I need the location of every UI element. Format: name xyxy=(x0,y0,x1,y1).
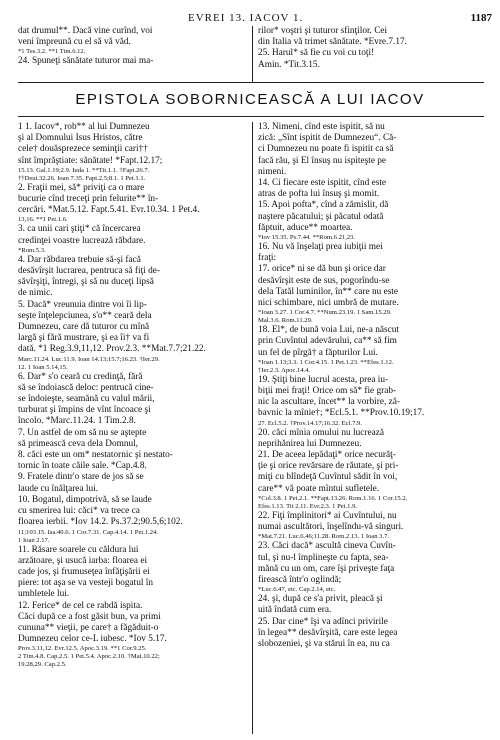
text-line: 17. orice* ni se dă bun şi orice dar xyxy=(258,264,386,275)
text-line: sînt împrăştiate: sănătate! *Fapt.12.17; xyxy=(18,155,163,166)
text-line: 12. Ferice* de cel ce rabdă ispita. xyxy=(18,600,143,611)
text-line: naştere păcatului; şi păcatul odată xyxy=(258,211,384,222)
text-line: credinţei voastre lucrează răbdare. xyxy=(18,235,146,246)
text-line: şi al Domnului Isus Hristos, către xyxy=(18,133,143,144)
cross-reference-line: *Iov 15.35. Ps.7.44. **Rom.6.21,23. xyxy=(258,234,356,242)
text-line: 13. Nimeni, cînd este ispitit, să nu xyxy=(258,122,385,132)
text-line: Amin. *Tit.3.15. xyxy=(258,59,320,70)
epistle-title: EPISTOLA SOBORNICEASCĂ A LUI IACOV xyxy=(75,91,425,108)
text-line: desăvîrşit lucrarea, pentruca să fiţi de- xyxy=(18,266,160,277)
cross-reference-line: 11;103.15. Isa.40.6. 1 Cor.7.31. Cap.4.14. 1 Pet.1.24. xyxy=(18,528,159,536)
cross-reference-line: *Ioan 3.27. 1 Cor.4.7. **Num.23.19. 1 Sam.15.29. xyxy=(258,309,392,317)
text-line: 10. Bogatul, dimpotrivă, să se laude xyxy=(18,494,152,505)
text-line: nic la ascultare, încet** la vorbire, ză- xyxy=(258,397,400,408)
text-line: încolo. *Marc.11.24. 1 Tim.2.8. xyxy=(18,416,136,427)
text-line: în legea** desăvîrşită, care este legea xyxy=(258,627,398,638)
column-divider-top xyxy=(252,26,253,82)
text-line: tul, şi nu-l împlineşte cu fapta, sea- xyxy=(258,552,389,563)
text-line: slobozeniei, şi va stărui în ea, nu ca xyxy=(258,638,390,649)
cross-reference-line: 15.13. Gal.1.19;2.9. Iuda 1. **Tit.1.1. †Fapt.26.7. xyxy=(18,166,150,174)
text-line: turburat şi împins de vînt încoace şi xyxy=(18,405,151,416)
text-line: biţii mei fraţi! Orice om să* fie grab- xyxy=(258,386,397,397)
text-line: Căci după ce a fost găsit bun, va primi xyxy=(18,611,161,622)
text-line: 21. De aceea lepădaţi* orice necurăţ- xyxy=(258,450,396,461)
text-line: 25. Harul* să fie cu voi cu toţi! xyxy=(258,48,375,59)
hebrews-ending-right xyxy=(258,26,486,71)
text-line: 9. Fratele dintr'o stare de jos să se xyxy=(18,472,144,483)
text-line: 2. Fraţii mei, să* priviţi ca o mare xyxy=(18,182,145,193)
text-line: să se îndoiască deloc: pentrucă cine- xyxy=(18,382,154,393)
text-line: Dumnezeu, care dă tuturor cu mînă xyxy=(18,322,150,333)
text-line: dela Tatăl luminilor, în** care nu este xyxy=(258,286,399,297)
cross-reference-line: 19.28,29. Cap.2.5. xyxy=(18,661,67,669)
text-line: se îndoieşte, seamănă cu valul mării, xyxy=(18,394,155,405)
running-header xyxy=(0,12,500,26)
text-line: desăvîrşit este de sus, pogorîndu-se xyxy=(258,275,390,286)
text-line: laude cu înălţarea lui. xyxy=(18,483,99,494)
cross-reference-line: Prov.3.11,12. Evr.12.5. Apoc.3.19. **1 Cor.9.25. xyxy=(18,645,147,653)
text-line: săvîrşiţi, întregi, şi să nu duceţi lipsă xyxy=(18,277,154,288)
text-line: 3. ca unii cari ştiţi* că încercarea xyxy=(18,224,141,235)
cross-reference-line: *Ioan 1.13;3.3. 1 Cor.4.15. 1 Pet.1.23. **Efes.1.12. xyxy=(258,358,394,366)
text-line: cu smerirea lui: căci* va trece ca xyxy=(18,506,140,517)
column-divider-main xyxy=(252,122,253,734)
cross-reference-line: *Mat.7.21. Luc.6.46;11.28. Rom.2.13. 1 Ioan 3.7. xyxy=(258,533,390,541)
text-line: neprihănirea lui Dumnezeu. xyxy=(258,438,362,449)
text-line: zică: „Sînt ispitit de Dumnezeu“. Că- xyxy=(258,133,397,144)
title-rule-top xyxy=(18,82,484,83)
text-line: 4. Dar răbdarea trebuie să-şi facă xyxy=(18,254,141,265)
text-line: rilor* voştri şi tuturor sfinţilor. Cei xyxy=(258,26,388,36)
cross-reference-line: 12. 1 Ioan 5.14,15. xyxy=(18,363,68,371)
cross-reference-line: Efes.1.13. Tit 2.11. Evr.2.3. 1 Pet.1.9. xyxy=(258,502,358,510)
cross-reference-line: *1 Tes.3.2. **1 Tim.6.12. xyxy=(18,48,86,56)
cross-reference-line: Marc.11.24. Luc.11.9. Ioan 14.13;15.7;16.23. †Ier.29. xyxy=(18,355,160,363)
text-line: 22. Fiţi împlinitori* ai Cuvîntului, nu xyxy=(258,510,397,521)
text-line: seşte înţelepciunea, s'o** ceară dela xyxy=(18,310,152,321)
cross-reference-line: 2 Tim.4.8. Cap.2.5. 1 Pet.5.4. Apoc.2.10. †Mat.10.22; xyxy=(18,653,160,661)
text-line: un fel de pîrgă† a făpturilor Lui. xyxy=(258,347,378,358)
text-line: firească într'o oglindă; xyxy=(258,574,342,585)
text-line: Dumnezeu celor ce-L iubesc. *Iov 5.17. xyxy=(18,634,167,645)
text-line: tornic în toate căile sale. *Cap.4.8. xyxy=(18,461,147,472)
text-line: piere: tot aşa se va vesteji bogatul în xyxy=(18,578,154,589)
text-line: 19. Ştiţi bine lucrul acesta, prea iu- xyxy=(258,374,389,385)
cross-reference-line: †Ier.2.3. Apoc.14.4. xyxy=(258,366,311,374)
text-line: 8. căci este un om* nestatornic şi nestato- xyxy=(18,450,173,461)
text-line: să primească ceva dela Domnul, xyxy=(18,438,139,449)
text-line: 16. Nu vă înşelaţi prea iubiţii mei xyxy=(258,242,383,253)
text-line: atras de pofta lui însuş şi momit. xyxy=(258,189,380,200)
text-line: umbletele lui. xyxy=(18,589,70,600)
text-line: din Italia vă trimet sănătate. *Evre.7.17. xyxy=(258,37,407,48)
cross-reference-line: Mal.3.6. Rom.11.29. xyxy=(258,317,313,325)
cross-reference-line: 13,16. **1 Pet.1.6. xyxy=(18,216,68,224)
text-line: 14. Ci fiecare este ispitit, cînd este xyxy=(258,178,387,189)
cross-reference-line: 27. Ecl.5.2. †Prov.14.17;16.32. Ecl.7.9. xyxy=(258,419,362,427)
text-line: făptuit, aduce** moartea. xyxy=(258,222,353,233)
hebrews-ending-left xyxy=(18,26,248,68)
text-line: 7. Un astfel de om să nu se aştepte xyxy=(18,427,147,438)
text-line: 24. şi, după ce s'a privit, pleacă şi xyxy=(258,594,383,605)
text-line: care** vă poate mîntui sufletele. xyxy=(258,483,380,494)
text-line: 11. Răsare soarele cu căldura lui xyxy=(18,544,139,555)
text-line: de nimic. xyxy=(18,288,53,299)
text-line: prin Cuvîntul adevărului, ca** să fim xyxy=(258,336,397,347)
text-line: bavnic la mînie†; *Ecl.5.1. **Prov.10.19;17. xyxy=(258,408,425,419)
text-line: cele† douăsprezece seminţii cari†† xyxy=(18,144,148,155)
text-line: ţie şi orice revărsare de răutate, şi pri- xyxy=(258,461,399,472)
cross-reference-line: ††Deut.32.26. Ioan 7.35. Fapt.2.5;8.1. 1 Pet.1.1. xyxy=(18,174,146,182)
text-line: miţi cu blîndeţă Cuvîntul sădit în voi, xyxy=(258,472,398,483)
text-line: facă rău, şi El însuş nu ispiteşte pe xyxy=(258,155,387,166)
text-line: cade jos, şi frumuseţea înfăţişării ei xyxy=(18,566,150,577)
cross-reference-line: *Rom.5.3. xyxy=(18,246,46,254)
text-line: fraţi: xyxy=(258,253,277,264)
james-left-column xyxy=(18,122,248,669)
text-line: cununa** vieţii, pe care† a făgăduit-o xyxy=(18,622,159,633)
text-line: arzătoare, şi usucă iarba: floarea ei xyxy=(18,555,148,566)
text-line: dat drumul**. Dacă vine curînd, voi xyxy=(18,26,153,36)
running-title: EVREI 13. IACOV 1. xyxy=(188,12,304,24)
page-number: 1187 xyxy=(470,12,492,24)
text-line: 25. Dar cine* îşi va adînci privirile xyxy=(258,616,388,627)
text-line: 1 1. Iacov*, rob** al lui Dumnezeu xyxy=(18,122,150,132)
text-line: 24. Spuneţi sănătate tuturor mai ma- xyxy=(18,56,154,67)
text-line: 20. căci mînia omului nu lucrează xyxy=(258,427,384,438)
text-line: nici schimbare, nici umbră de mutare. xyxy=(258,298,399,309)
title-rule-bottom xyxy=(18,116,484,117)
text-line: largă şi fără mustrare, şi ea îi† va fi xyxy=(18,333,150,344)
text-line: bucurie cînd treceţi prin felurite** în- xyxy=(18,194,159,205)
text-line: cercări. *Mat.5.12. Fapt.5.41. Evr.10.34. 1 Pet.4. xyxy=(18,205,200,216)
cross-reference-line: *Luc.6.47, etc. Cap.2.14, etc. xyxy=(258,586,336,594)
text-line: mănă cu un om, care îşi priveşte faţa xyxy=(258,563,395,574)
text-line: 15. Apoi pofta*, cînd a zămislit, dă xyxy=(258,200,389,211)
cross-reference-line: *Col.3.8. 1 Pet.2.1. **Fapt.13.26. Rom.1.16. 1 Cor.15.2. xyxy=(258,494,408,502)
text-line: ci Dumnezeu nu poate fi ispitit ca să xyxy=(258,144,394,155)
text-line: numai ascultători, înşelîndu-vă singuri. xyxy=(258,522,404,533)
text-line: 5. Dacă* vreunuia dintre voi îi lip- xyxy=(18,299,147,310)
james-right-column xyxy=(258,122,486,650)
text-line: dată. *1 Reg.3.9,11,12. Prov.2.3. **Mat.7.7;21.22. xyxy=(18,344,206,355)
cross-reference-line: 1 Ioan 2.17. xyxy=(18,536,50,544)
text-line: 18. El*, de bună voia Lui, ne-a născut xyxy=(258,325,399,336)
text-line: floarea ierbii. *Iov 14.2. Ps.37.2;90.5,6;102. xyxy=(18,517,183,528)
text-line: 6. Dar* s'o ceară cu credinţă, fără xyxy=(18,371,143,382)
text-line: uită îndată cum era. xyxy=(258,605,332,616)
text-line: 23. Căci dacă* ascultă cineva Cuvîn- xyxy=(258,541,396,552)
text-line: nimeni. xyxy=(258,166,287,177)
text-line: veni împreună cu el să vă văd. xyxy=(18,37,131,48)
